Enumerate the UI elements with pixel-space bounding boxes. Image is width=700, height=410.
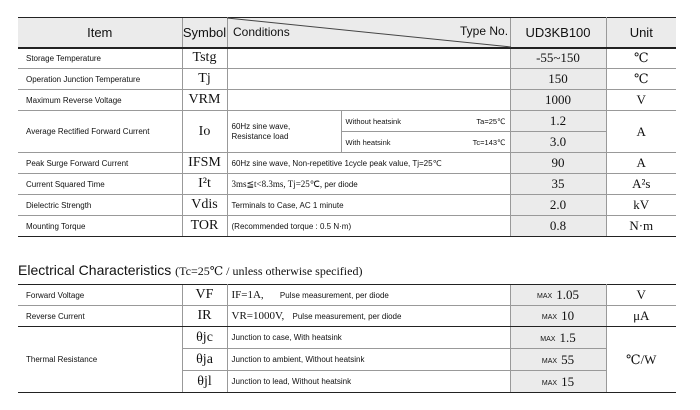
item-average-rectified-current: Average Rectified Forward Current <box>18 111 182 153</box>
symbol-tj: Tj <box>182 69 227 90</box>
symbol-tstg: Tstg <box>182 48 227 69</box>
max-value: 55 <box>561 351 575 367</box>
value-reverse-current <box>510 306 606 327</box>
cond-reverse-current <box>227 306 510 327</box>
symbol-theta-jl: θjl <box>182 371 227 393</box>
symbol-tor: TOR <box>182 216 227 237</box>
symbol-theta-jc: θjc <box>182 327 227 349</box>
unit-a2s: A²s <box>606 174 676 195</box>
table-row <box>18 48 676 69</box>
symbol-header: Symbol <box>182 18 227 48</box>
electrical-characteristics-table <box>18 284 676 393</box>
symbol-ifsm: IFSM <box>182 153 227 174</box>
unit-nm: N·m <box>606 216 676 237</box>
cond-line: Resistance load <box>231 131 289 141</box>
value-max-reverse-voltage: 1000 <box>510 90 606 111</box>
symbol-ir: IR <box>182 306 227 327</box>
value-junction-temperature: 150 <box>510 69 606 90</box>
max-label: MAX <box>541 357 558 365</box>
item-mounting-torque: Mounting Torque <box>18 216 182 237</box>
max-value: 1.5 <box>559 329 576 345</box>
symbol-i2t: I²t <box>182 174 227 195</box>
table-row <box>18 153 676 174</box>
unit-header: Unit <box>606 18 676 48</box>
value-with-heatsink: 3.0 <box>510 132 606 153</box>
cond-empty <box>227 90 510 111</box>
section-title <box>18 262 362 279</box>
value-theta-ja <box>510 349 606 371</box>
max-value: 15 <box>561 373 575 389</box>
cond-i2t <box>227 174 510 195</box>
table-row <box>18 69 676 90</box>
value-surge: 90 <box>510 153 606 174</box>
value-torque: 0.8 <box>510 216 606 237</box>
unit-volt: V <box>606 285 676 306</box>
cond-dielectric: Terminals to Case, AC 1 minute <box>227 195 510 216</box>
table-row <box>18 195 676 216</box>
value-without-heatsink: 1.2 <box>510 111 606 132</box>
cond-theta-jl: Junction to lead, Without heatsink <box>227 371 510 393</box>
item-current-squared-time: Current Squared Time <box>18 174 182 195</box>
cond-forward-voltage <box>227 285 510 306</box>
cond-torque: (Recommended torque : 0.5 N·m) <box>227 216 510 237</box>
cond-avg-rect <box>227 111 341 153</box>
max-value: 10 <box>561 308 575 323</box>
cond-if: IF=1A, <box>231 289 264 301</box>
sub-label: With heatsink <box>345 137 391 147</box>
type-no-label: Type No. <box>460 24 509 38</box>
item-forward-voltage: Forward Voltage <box>18 285 182 306</box>
symbol-vf: VF <box>182 285 227 306</box>
ec-title-text: Electrical Characteristics <box>18 262 172 278</box>
symbol-io: Io <box>182 111 227 153</box>
table-row <box>18 174 676 195</box>
unit-ampere: A <box>606 153 676 174</box>
item-thermal-resistance: Thermal Resistance <box>18 327 182 393</box>
unit-ampere: A <box>606 111 676 153</box>
sub-cond-without-heatsink <box>341 111 510 132</box>
item-max-reverse-voltage: Maximum Reverse Voltage <box>18 90 182 111</box>
unit-celsius-per-watt: ℃/W <box>606 327 676 393</box>
sub-cond-tc: Tc=143℃ <box>472 137 506 147</box>
cond-pulse: Pulse measurement, per diode <box>279 291 389 300</box>
symbol-theta-ja: θja <box>182 349 227 371</box>
table-row <box>18 216 676 237</box>
table-row <box>18 306 676 327</box>
unit-microampere: μA <box>606 306 676 327</box>
max-label: MAX <box>541 379 558 387</box>
item-storage-temperature: Storage Temperature <box>18 48 182 69</box>
max-label: MAX <box>537 293 553 300</box>
item-reverse-current: Reverse Current <box>18 306 182 327</box>
max-value: 1.05 <box>556 287 579 302</box>
item-header: Item <box>18 18 182 48</box>
cond-empty <box>227 48 510 69</box>
table-row <box>18 285 676 306</box>
cond-theta-jc: Junction to case, With heatsink <box>227 327 510 349</box>
item-operation-junction-temperature: Operation Junction Temperature <box>18 69 182 90</box>
unit-volt: V <box>606 90 676 111</box>
value-theta-jc <box>510 327 606 349</box>
cond-surge: 60Hz sine wave, Non-repetitive 1cycle peak value, Tj=25℃ <box>227 153 510 174</box>
unit-kv: kV <box>606 195 676 216</box>
symbol-vrm: VRM <box>182 90 227 111</box>
unit-celsius: ℃ <box>606 48 676 69</box>
sub-cond-ta: Ta=25℃ <box>476 116 506 126</box>
table-row <box>18 327 676 349</box>
conditions-label: Conditions <box>233 25 290 39</box>
part-number-header: UD3KB100 <box>510 18 606 48</box>
cond-empty <box>227 69 510 90</box>
cond-i2t-main: 3ms≦t<8.3ms, Tj=25℃, <box>231 178 323 189</box>
cond-vr: VR=1000V, <box>231 310 285 322</box>
cond-theta-ja: Junction to ambient, Without heatsink <box>227 349 510 371</box>
value-storage-temperature: -55~150 <box>510 48 606 69</box>
value-dielectric: 2.0 <box>510 195 606 216</box>
item-dielectric-strength: Dielectric Strength <box>18 195 182 216</box>
table-row <box>18 90 676 111</box>
value-theta-jl <box>510 371 606 393</box>
ec-title-note: (Tc=25℃ / unless otherwise specified) <box>175 264 363 278</box>
table-row <box>18 111 676 132</box>
sub-cond-with-heatsink <box>341 132 510 153</box>
unit-celsius: ℃ <box>606 69 676 90</box>
cond-pulse: Pulse measurement, per diode <box>292 312 402 321</box>
absolute-ratings-table <box>18 17 676 237</box>
item-peak-surge-current: Peak Surge Forward Current <box>18 153 182 174</box>
sub-label: Without heatsink <box>345 116 401 126</box>
max-label: MAX <box>540 335 556 343</box>
cond-line: 60Hz sine wave, <box>231 121 291 131</box>
cond-i2t-per-diode: per diode <box>324 179 358 189</box>
value-forward-voltage <box>510 285 606 306</box>
symbol-vdis: Vdis <box>182 195 227 216</box>
value-i2t: 35 <box>510 174 606 195</box>
max-label: MAX <box>541 314 558 321</box>
